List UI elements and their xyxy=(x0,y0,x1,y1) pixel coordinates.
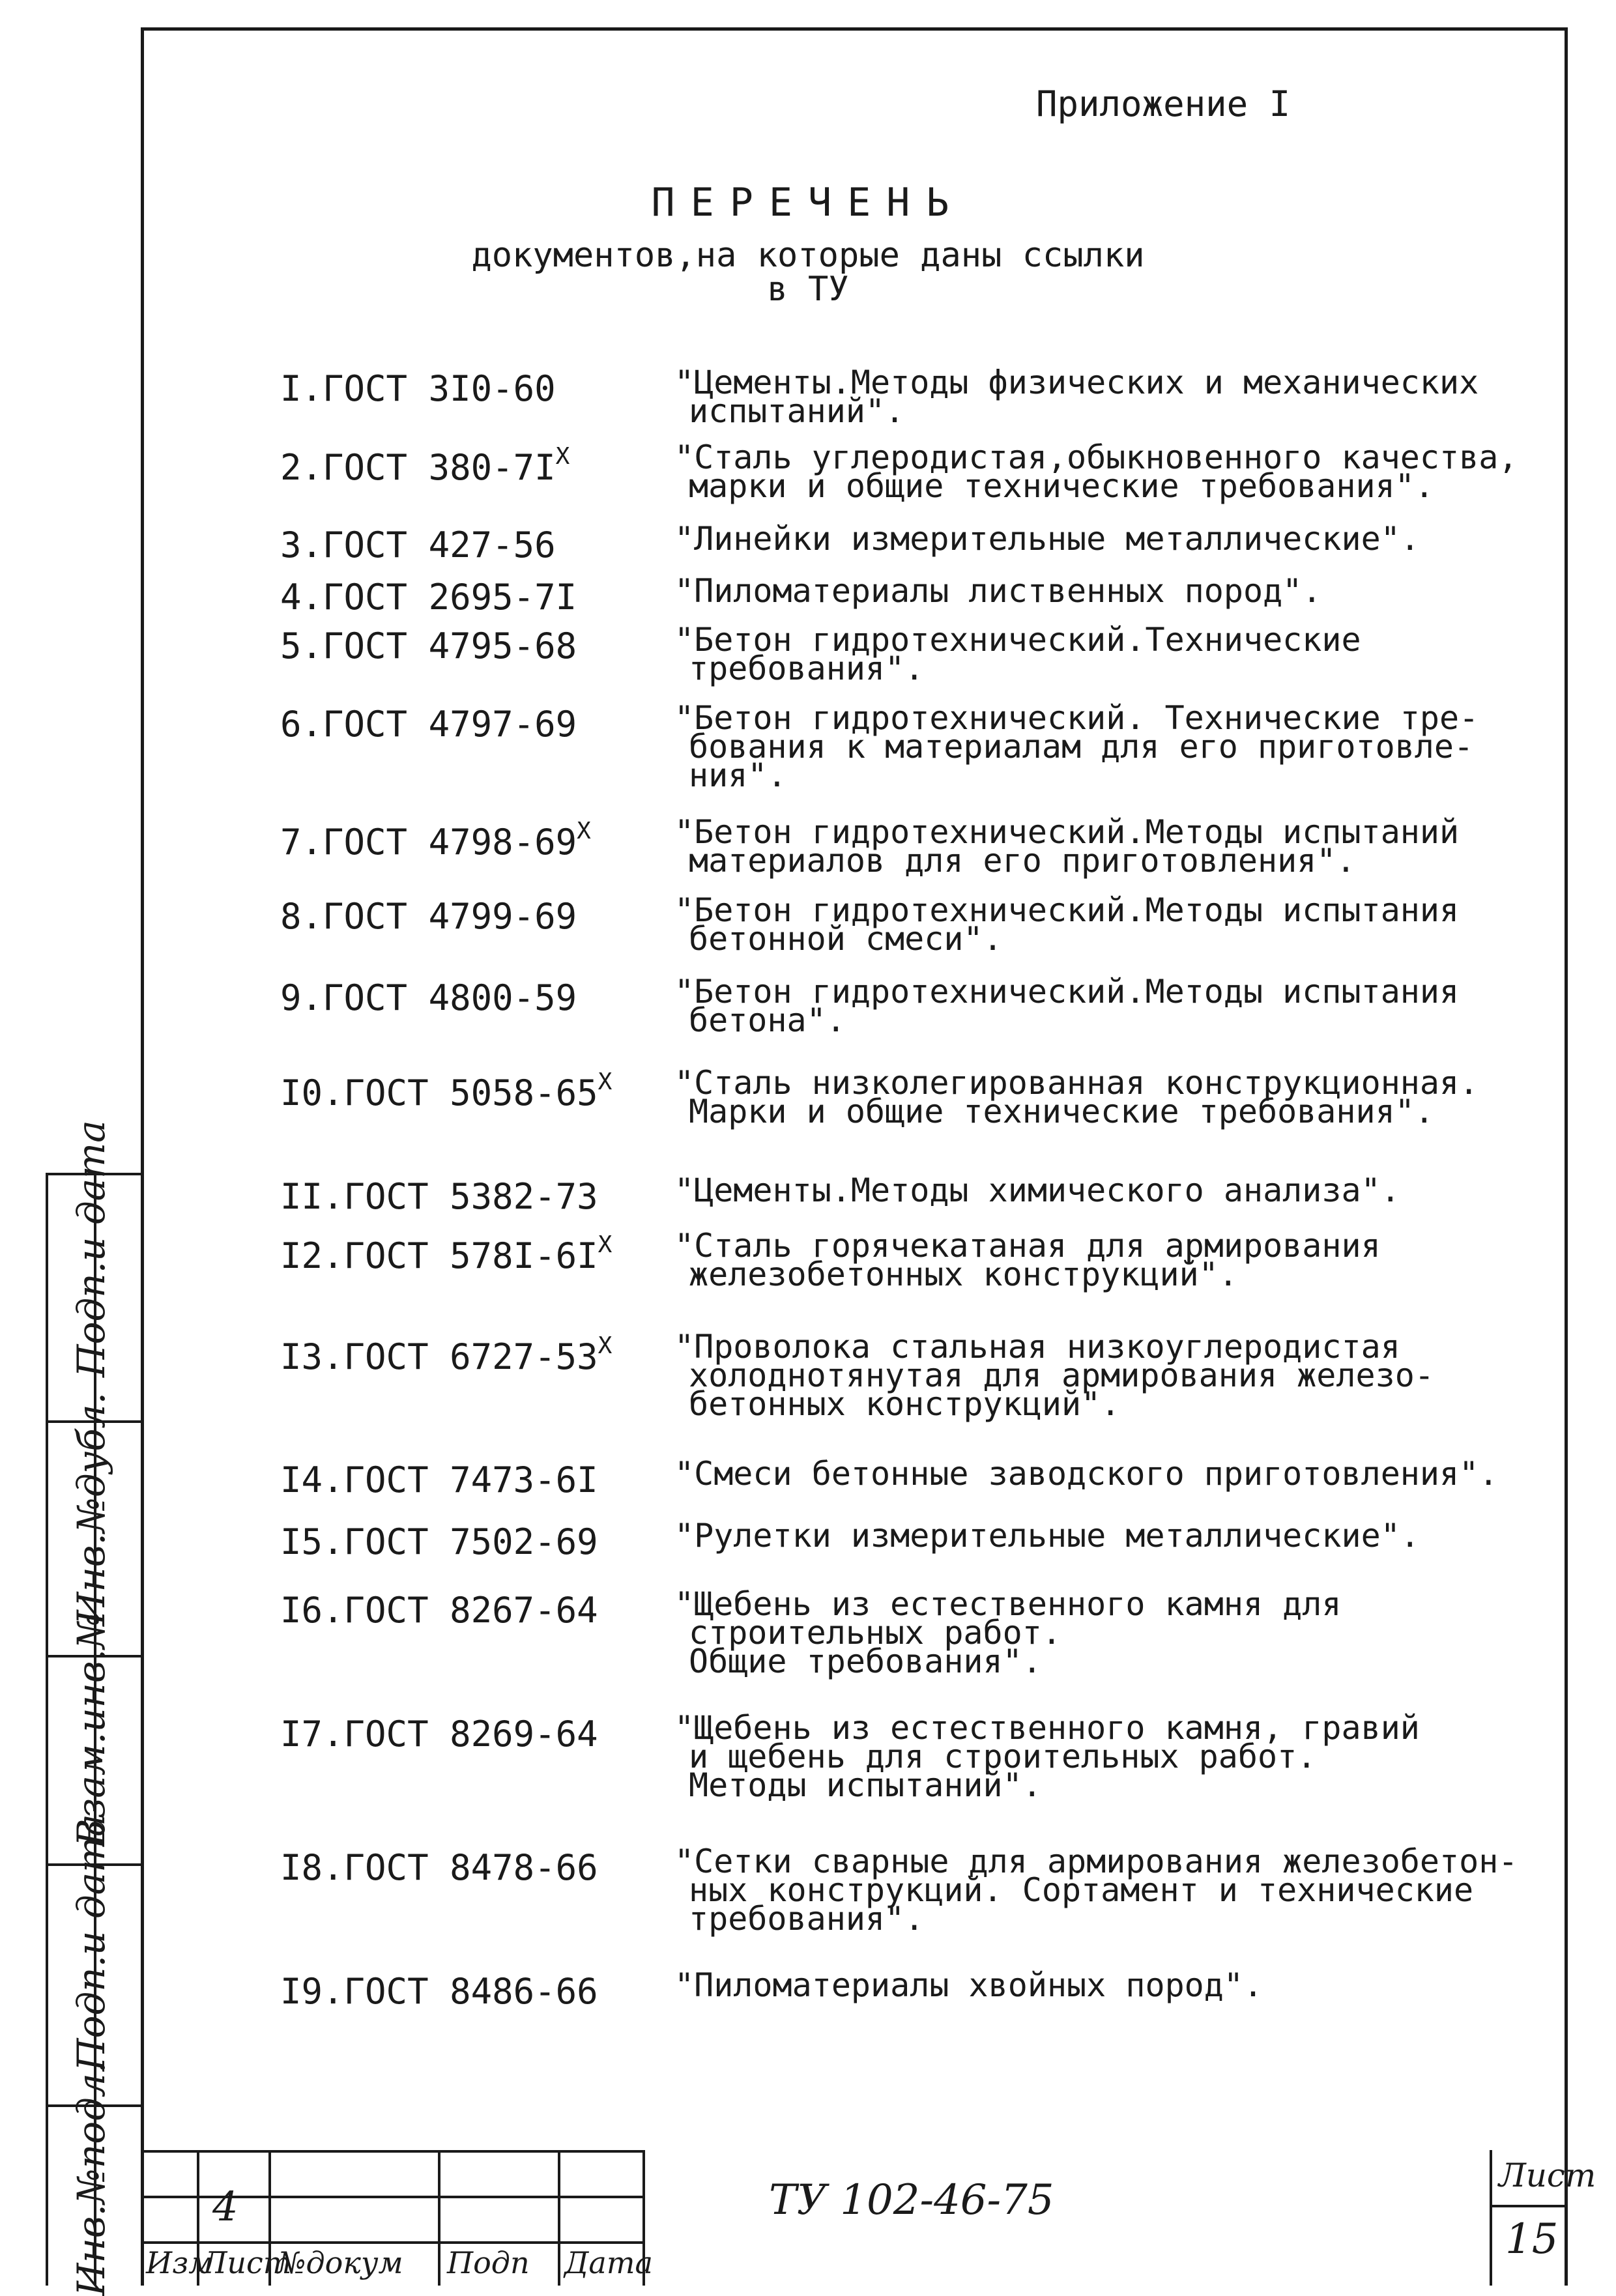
reference-title-line: "Сталь углеродистая,обыкновенного качества, xyxy=(674,438,1518,476)
reference-code: 5.ГОСТ 4795-68 xyxy=(280,625,577,667)
reference-title-line: бетонной смеси". xyxy=(689,920,1003,958)
reference-title-line: ных конструкций. Сортамент и технические xyxy=(689,1871,1474,1909)
col-label-ndokum: №докум xyxy=(278,2245,403,2280)
reference-title xyxy=(674,1064,1561,1130)
amendment-mark: X xyxy=(598,1332,613,1359)
side-label-inv-dubl: Инв.№дубл. xyxy=(69,1392,113,1625)
reference-number xyxy=(280,524,556,566)
reference-number xyxy=(280,1714,598,1755)
reference-code: 3.ГОСТ 427-56 xyxy=(280,524,556,566)
reference-number xyxy=(280,896,577,937)
reference-title-line: "Цементы.Методы физических и механических xyxy=(674,364,1479,401)
reference-title-line: требования". xyxy=(689,650,925,687)
side-label-podp-date: Подп.и дата xyxy=(69,1814,113,2071)
revision-value: 4 xyxy=(212,2183,238,2230)
appendix-label: Приложение I xyxy=(1036,83,1291,124)
side-label-inv-podl: Инв.№подл. xyxy=(69,2061,113,2296)
reference-code: I8.ГОСТ 8478-66 xyxy=(280,1847,598,1888)
reference-code: I6.ГОСТ 8267-64 xyxy=(280,1590,598,1631)
reference-code: I.ГОСТ 3I0-60 xyxy=(280,368,556,409)
reference-title xyxy=(674,438,1561,505)
reference-number xyxy=(280,1590,598,1631)
reference-title xyxy=(674,621,1561,687)
reference-title-line: "Сталь горячекатаная для армирования xyxy=(674,1227,1381,1265)
reference-title-line: "Сетки сварные для армирования железобетон- xyxy=(674,1843,1518,1880)
reference-title-line: "Бетон гидротехнический.Методы испытания xyxy=(674,891,1460,929)
reference-title-line: "Бетон гидротехнический. Технические тре- xyxy=(674,699,1479,737)
document-code: ТУ 102-46-75 xyxy=(769,2176,1054,2224)
reference-title-line: "Линейки измерительные металлические". xyxy=(674,520,1420,558)
reference-title-line: материалов для его приготовления". xyxy=(689,842,1356,880)
reference-title-line: Марки и общие технические требования". xyxy=(689,1093,1434,1130)
reference-number xyxy=(280,368,556,409)
reference-number xyxy=(280,1847,598,1888)
reference-code: 9.ГОСТ 4800-59 xyxy=(280,977,577,1018)
reference-title-line: испытаний". xyxy=(689,392,905,430)
reference-number xyxy=(280,1521,598,1562)
reference-number xyxy=(280,704,577,745)
col-label-data: Дата xyxy=(564,2245,653,2280)
reference-title-line: Методы испытаний". xyxy=(689,1766,1042,1804)
reference-title xyxy=(674,1517,1561,1555)
amendment-mark: X xyxy=(555,443,570,470)
reference-title xyxy=(674,891,1561,958)
reference-title xyxy=(674,1227,1561,1293)
reference-title-line: железобетонных конструкций". xyxy=(689,1256,1238,1293)
reference-title xyxy=(674,1709,1561,1804)
sheet-number: 15 xyxy=(1505,2215,1559,2263)
reference-code: 4.ГОСТ 2695-7I xyxy=(280,577,577,618)
reference-title xyxy=(674,813,1561,880)
reference-title xyxy=(674,973,1561,1039)
reference-title-line: "Бетон гидротехнический.Методы испытания xyxy=(674,973,1460,1011)
reference-number xyxy=(280,1332,612,1377)
amendment-mark: X xyxy=(598,1069,613,1095)
reference-code: 2.ГОСТ 380-7I xyxy=(280,447,556,488)
reference-title xyxy=(674,1585,1561,1680)
reference-title xyxy=(674,1171,1561,1209)
reference-title xyxy=(674,1843,1561,1938)
reference-title-line: ния". xyxy=(689,756,787,794)
reference-number xyxy=(280,625,577,667)
reference-title-line: "Цементы.Методы химического анализа". xyxy=(674,1171,1400,1209)
reference-title-line: требования". xyxy=(689,1900,925,1938)
reference-code: I9.ГОСТ 8486-66 xyxy=(280,1971,598,2012)
reference-title xyxy=(674,1455,1561,1493)
reference-title-line: "Пиломатериалы лиственных пород". xyxy=(674,572,1322,610)
reference-title-line: "Пиломатериалы хвойных пород". xyxy=(674,1966,1263,2004)
reference-number xyxy=(280,1069,612,1113)
reference-title xyxy=(674,699,1561,794)
reference-title xyxy=(674,520,1561,558)
reference-title-line: марки и общие технические требования". xyxy=(689,467,1434,505)
side-stamp xyxy=(46,1120,143,2296)
reference-code: I3.ГОСТ 6727-53 xyxy=(280,1336,598,1377)
reference-title-line: "Сталь низколегированная конструкционная. xyxy=(674,1064,1479,1102)
reference-code: I4.ГОСТ 7473-6I xyxy=(280,1459,598,1500)
reference-title-line: "Рулетки измерительные металлические". xyxy=(674,1517,1420,1555)
side-label-vzam-inv: Взам.инв.№ xyxy=(69,1613,113,1846)
reference-number xyxy=(280,443,570,488)
reference-number xyxy=(280,818,591,863)
reference-title-line: "Проволока стальная низкоуглеродистая xyxy=(674,1328,1400,1366)
reference-title-line: строительных работ. xyxy=(689,1614,1061,1652)
reference-title xyxy=(674,572,1561,610)
sheet-divider xyxy=(1490,2205,1568,2207)
reference-title xyxy=(674,1966,1561,2004)
reference-number xyxy=(280,1176,598,1217)
col-label-list: Лист xyxy=(202,2245,292,2280)
reference-number xyxy=(280,1459,598,1500)
col-label-podp: Подп xyxy=(447,2245,530,2280)
reference-title-line: и щебень для строительных работ. xyxy=(689,1738,1317,1775)
reference-code: I5.ГОСТ 7502-69 xyxy=(280,1521,598,1562)
reference-title-line: бетонных конструкций". xyxy=(689,1385,1121,1423)
reference-title-line: "Смеси бетонные заводского приготовления". xyxy=(674,1455,1499,1493)
reference-title xyxy=(674,1328,1561,1423)
reference-number xyxy=(280,577,577,618)
sheet-label: Лист xyxy=(1499,2157,1596,2194)
reference-code: 7.ГОСТ 4798-69 xyxy=(280,822,577,863)
document-subtitle-line1: документов,на которые даны ссылки xyxy=(471,236,1145,275)
reference-title-line: "Щебень из естественного камня, гравий xyxy=(674,1709,1420,1747)
reference-title-line: бетона". xyxy=(689,1001,846,1039)
reference-title-line: "Щебень из естественного камня для xyxy=(674,1585,1342,1623)
side-label-podp-date-top: Подп.и дата xyxy=(69,1120,113,1377)
reference-code: II.ГОСТ 5382-73 xyxy=(280,1176,598,1217)
document-title: ПЕРЕЧЕНЬ xyxy=(651,180,965,225)
document-subtitle-line2: в ТУ xyxy=(767,270,849,309)
reference-code: 8.ГОСТ 4799-69 xyxy=(280,896,577,937)
reference-code: I2.ГОСТ 578I-6I xyxy=(280,1235,598,1276)
reference-code: I7.ГОСТ 8269-64 xyxy=(280,1714,598,1755)
reference-number xyxy=(280,1971,598,2012)
col-label-izm: Изм xyxy=(146,2245,214,2280)
amendment-mark: X xyxy=(598,1231,613,1258)
reference-title-line: "Бетон гидротехнический.Методы испытаний xyxy=(674,813,1460,851)
reference-code: 6.ГОСТ 4797-69 xyxy=(280,704,577,745)
reference-title-line: холоднотянутая для армирования железо- xyxy=(689,1356,1434,1394)
reference-number xyxy=(280,977,577,1018)
amendment-mark: X xyxy=(577,818,591,844)
reference-title xyxy=(674,364,1561,430)
reference-title-line: Общие требования". xyxy=(689,1643,1042,1680)
reference-code: I0.ГОСТ 5058-65 xyxy=(280,1072,598,1113)
reference-title-line: "Бетон гидротехнический.Технические xyxy=(674,621,1361,659)
reference-number xyxy=(280,1231,612,1276)
reference-title-line: бования к материалам для его приготовле- xyxy=(689,728,1474,766)
